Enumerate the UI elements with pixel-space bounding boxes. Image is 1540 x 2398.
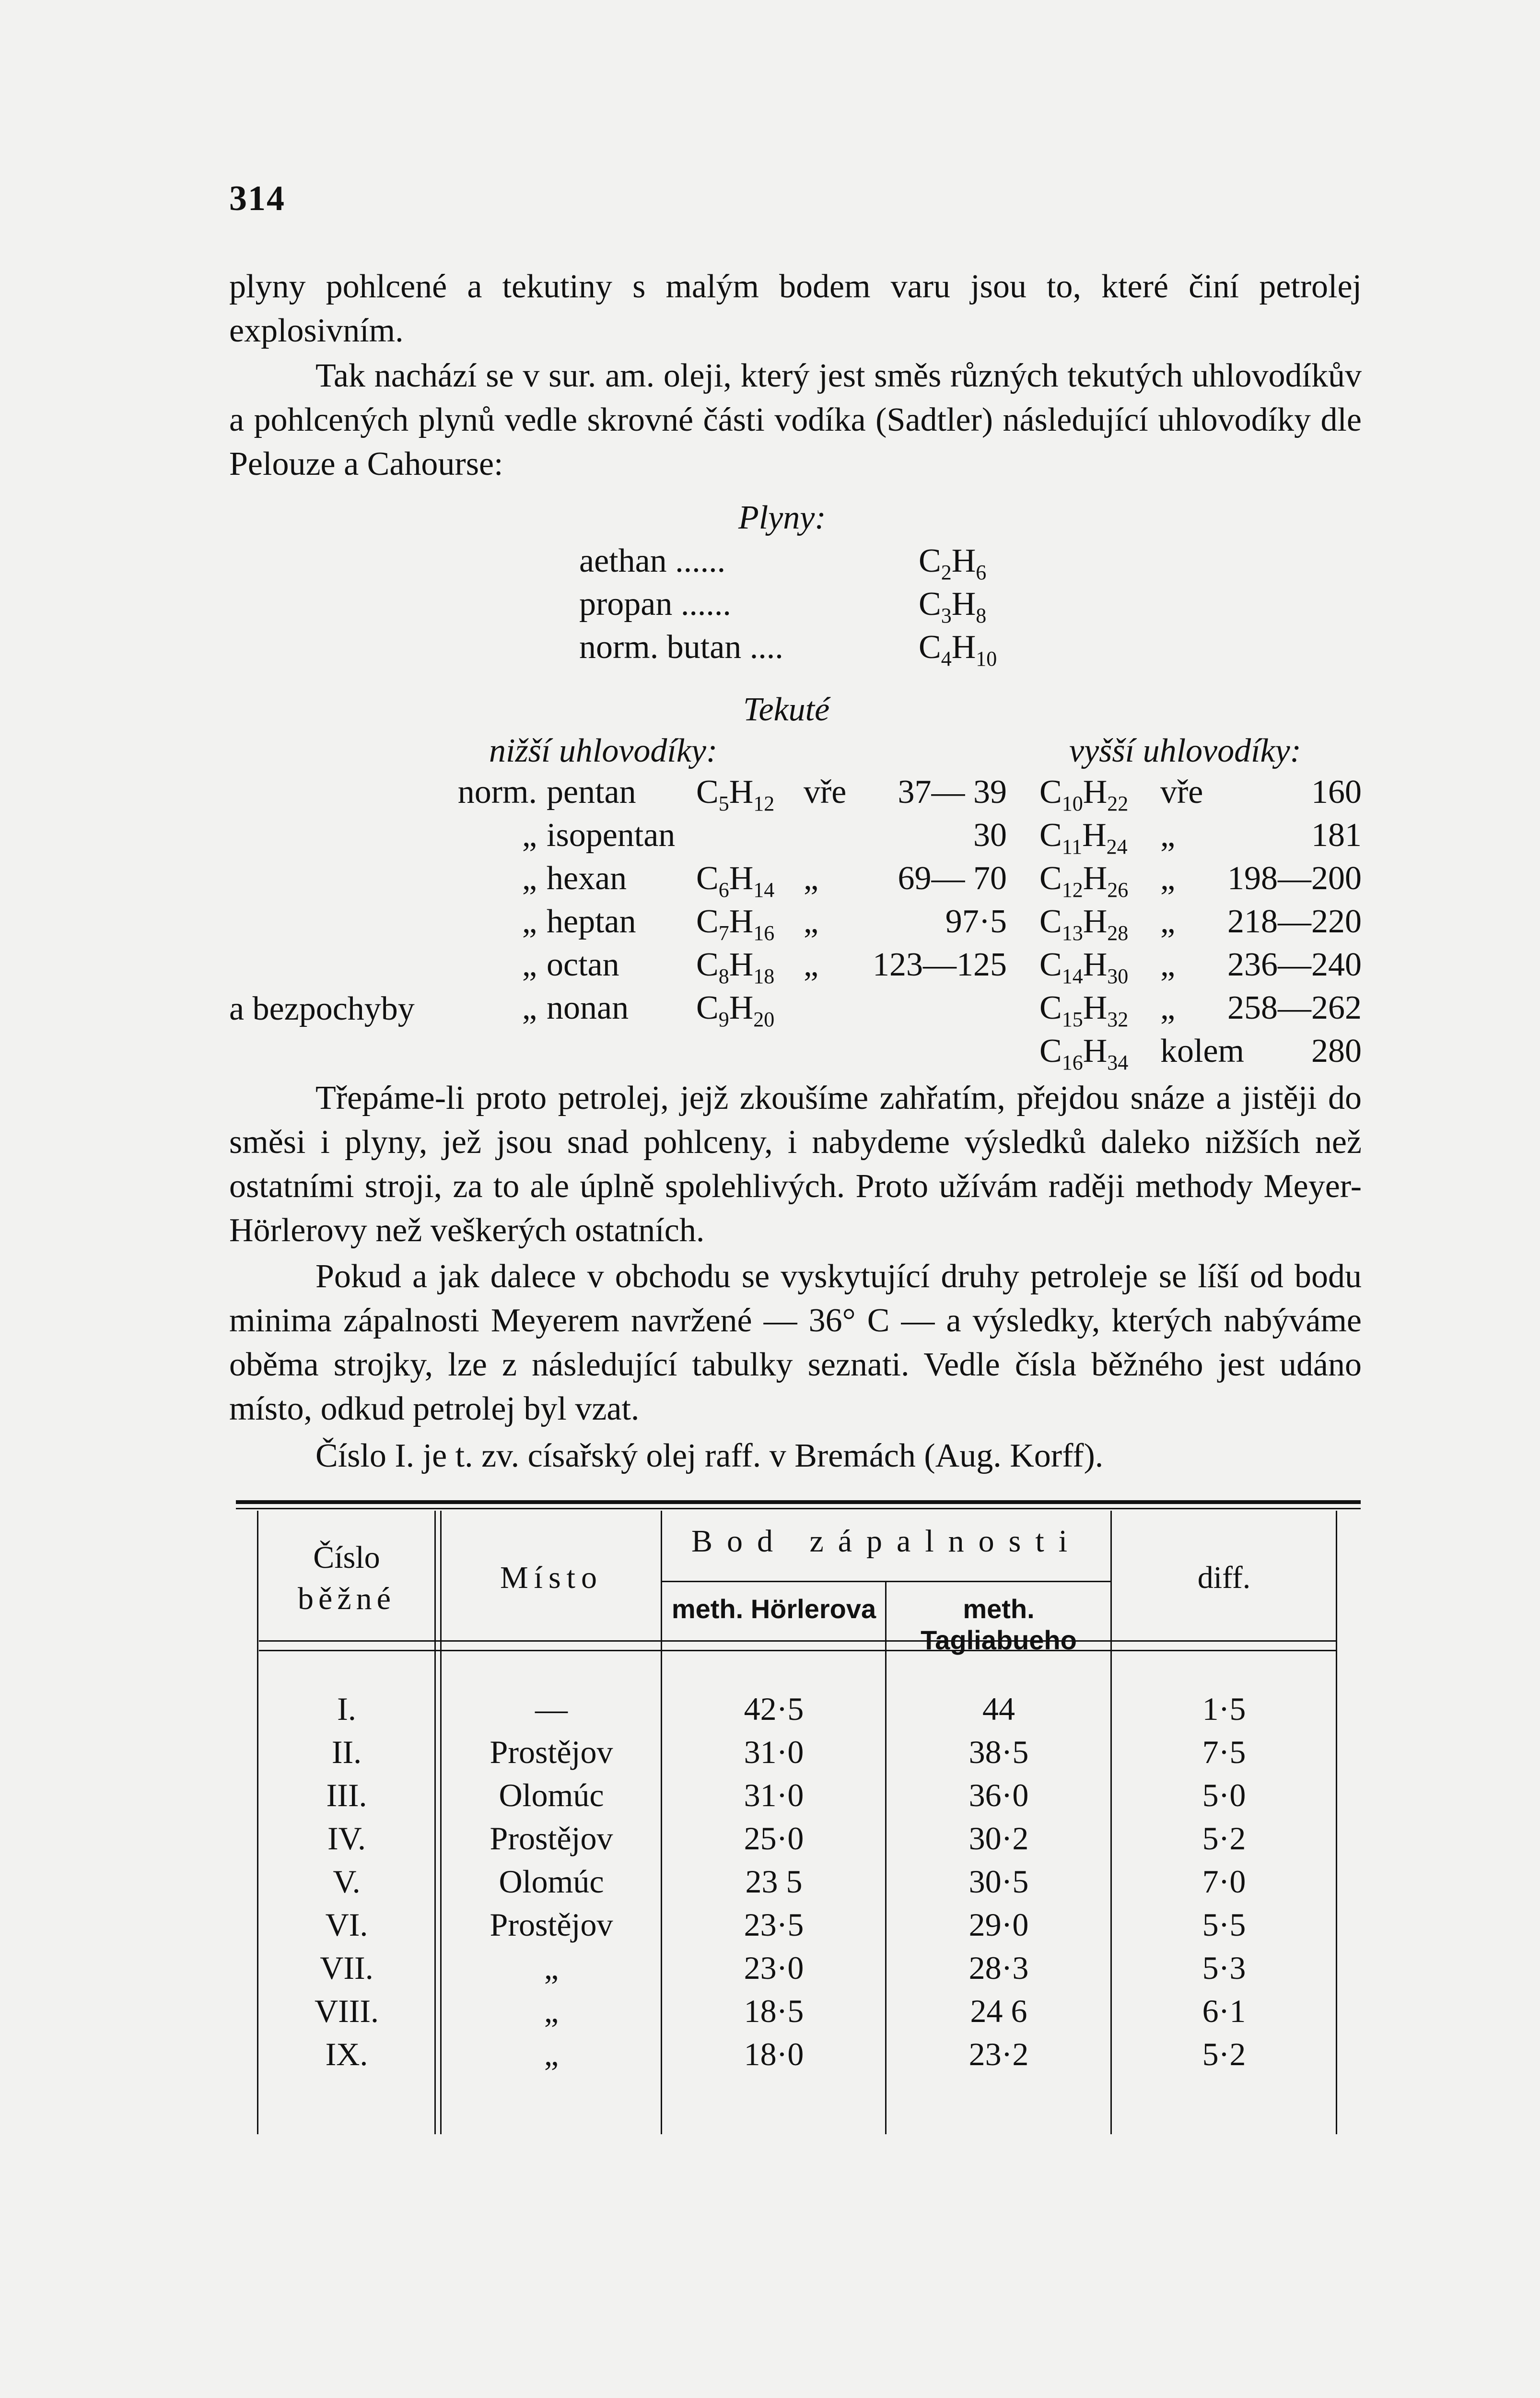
cell-diff: 7·5 bbox=[1202, 1734, 1246, 1770]
higher-bp: 181 bbox=[1311, 817, 1362, 854]
higher-hydrocarbons-heading: vyšší uhlovodíky: bbox=[1069, 732, 1301, 769]
cell-place: Prostějov bbox=[490, 1734, 613, 1770]
paragraph-note bbox=[229, 1434, 1362, 1478]
cell-hoerler: 31·0 bbox=[744, 1777, 804, 1813]
cell-number: I. bbox=[337, 1691, 356, 1727]
cell-number: VIII. bbox=[314, 1993, 379, 2029]
table-top-rule-thin bbox=[236, 1508, 1361, 1509]
higher-bp: 258—262 bbox=[1227, 989, 1362, 1026]
cell-diff: 5·5 bbox=[1202, 1906, 1246, 1943]
cell-tagliabue: 29·0 bbox=[968, 1906, 1029, 1943]
cell-diff: 1·5 bbox=[1202, 1691, 1246, 1727]
lower-hydrocarbons-heading: nižší uhlovodíky: bbox=[489, 732, 718, 769]
lower-prefix: „ bbox=[522, 817, 537, 854]
cell-hoerler: 23 5 bbox=[745, 1863, 803, 1900]
lower-bp-label: „ bbox=[804, 860, 819, 897]
lower-bp-label: vře bbox=[804, 774, 847, 811]
paragraph-text: Pokud a jak dalece v obchodu se vyskytující druhy petroleje se líší od bodu minima zápalnosti Meyerem navržené — 36° C — a výsledky, kterých nabýváme oběma strojky, lze z následující tabulky seznati. Vedle čísla běžného jest udáno místo, odkud petrolej byl vzat. bbox=[229, 1258, 1362, 1427]
lower-formula: $C_7H_{16}$ bbox=[696, 903, 775, 945]
lower-bp: 69— 70 bbox=[898, 860, 1007, 897]
cell-tagliabue: 38·5 bbox=[968, 1734, 1029, 1770]
header-cislo: Číslo bbox=[313, 1540, 380, 1575]
cell-number: VI. bbox=[325, 1906, 368, 1943]
paragraph-text: plyny pohlcené a tekutiny s malým bodem varu jsou to, které činí petrolej explosivním. bbox=[229, 268, 1362, 349]
lower-prefix: norm. bbox=[457, 774, 537, 811]
cell-hoerler: 18·5 bbox=[744, 1993, 804, 2029]
cell-hoerler: 23·0 bbox=[744, 1950, 804, 1986]
lower-bp-label: „ bbox=[804, 903, 819, 940]
lower-bp: 97·5 bbox=[945, 903, 1007, 940]
higher-bp-label: kolem bbox=[1160, 1033, 1244, 1070]
table-vline bbox=[440, 1511, 442, 2134]
cell-diff: 5·0 bbox=[1202, 1777, 1246, 1813]
higher-formula: $C_{13}H_{28}$ bbox=[1039, 903, 1129, 945]
cell-tagliabue: 23·2 bbox=[968, 2036, 1029, 2072]
page-number: 314 bbox=[229, 179, 285, 218]
table-vline bbox=[434, 1511, 436, 2134]
higher-formula: $C_{10}H_{22}$ bbox=[1039, 774, 1129, 815]
higher-formula: $C_{11}H_{24}$ bbox=[1039, 817, 1128, 858]
cell-tagliabue: 30·5 bbox=[968, 1863, 1029, 1900]
cell-number: V. bbox=[333, 1863, 361, 1900]
gas-name: aethan ...... bbox=[579, 542, 726, 579]
lower-formula: $C_6H_{14}$ bbox=[696, 860, 775, 902]
cell-tagliabue: 28·3 bbox=[968, 1950, 1029, 1986]
header-meth-tagliabue: meth. Tagliabueho bbox=[921, 1594, 1077, 1655]
higher-bp-label: „ bbox=[1160, 989, 1176, 1026]
header-bod-zapalnosti: Bod zápalnosti bbox=[691, 1524, 1082, 1559]
cell-place: Prostějov bbox=[490, 1820, 613, 1857]
paragraph-method bbox=[229, 1076, 1362, 1253]
higher-bp-label: „ bbox=[1160, 903, 1176, 940]
paragraph-text: Číslo I. je t. zv. císařský olej raff. v Bremách (Aug. Korff). bbox=[315, 1437, 1104, 1474]
paragraph-text: Třepáme-li proto petrolej, jejž zkoušíme zahřatím, přejdou snáze a jistěji do směsi i plyny, jež jsou snad pohlceny, i nabydeme výsledků daleko nižších než ostatními stroji, za to ale úplně spolehlivých. Proto užívám raději methody Meyer-Hörlerovy než veškerých ostatních. bbox=[229, 1080, 1362, 1249]
higher-bp-label: „ bbox=[1160, 817, 1176, 854]
cell-tagliabue: 44 bbox=[982, 1691, 1015, 1727]
cell-number: III. bbox=[326, 1777, 367, 1813]
header-diff: diff. bbox=[1197, 1560, 1251, 1595]
higher-bp: 218—220 bbox=[1227, 903, 1362, 940]
table-header-rule bbox=[259, 1640, 1336, 1642]
gas-formula: $C_2H_6$ bbox=[919, 542, 987, 584]
gas-formula: $C_4H_{10}$ bbox=[919, 629, 997, 670]
higher-bp: 236—240 bbox=[1227, 946, 1362, 983]
lower-bp: 37— 39 bbox=[898, 774, 1007, 811]
table-vline bbox=[885, 1581, 887, 2134]
header-bezne: běžné bbox=[298, 1581, 396, 1616]
lower-bp-label: „ bbox=[804, 946, 819, 983]
cell-place: „ bbox=[544, 2036, 559, 2072]
cell-diff: 6·1 bbox=[1202, 1993, 1246, 2029]
paragraph-intro bbox=[229, 265, 1362, 353]
table-vline bbox=[257, 1511, 258, 2134]
cell-diff: 5·2 bbox=[1202, 1820, 1246, 1857]
cell-diff: 7·0 bbox=[1202, 1863, 1246, 1900]
paragraph-comparison bbox=[229, 1255, 1362, 1431]
higher-formula: $C_{15}H_{32}$ bbox=[1039, 989, 1129, 1031]
lower-formula: $C_9H_{20}$ bbox=[696, 989, 775, 1031]
higher-bp-label: „ bbox=[1160, 946, 1176, 983]
table-vline bbox=[661, 1511, 662, 2134]
cell-hoerler: 23·5 bbox=[744, 1906, 804, 1943]
gases-heading: Plyny: bbox=[738, 499, 826, 536]
cell-tagliabue: 24 6 bbox=[970, 1993, 1027, 2029]
gas-name: norm. butan .... bbox=[579, 629, 783, 666]
lower-name: isopentan bbox=[547, 817, 676, 854]
bezpochyby-note: a bezpochyby bbox=[229, 990, 415, 1027]
lower-prefix: „ bbox=[522, 903, 537, 940]
header-meth-hoerler: meth. Hörlerova bbox=[671, 1594, 876, 1624]
header-misto: Místo bbox=[500, 1560, 603, 1595]
paragraph-text: Tak nachází se v sur. am. oleji, který jest směs různých tekutých uhlovodíkův a pohlcených plynů vedle skrovné části vodíka (Sadtler) následující uhlovodíky dle Pelouze a Cahourse: bbox=[229, 357, 1362, 482]
cell-hoerler: 18·0 bbox=[744, 2036, 804, 2072]
cell-place: Olomúc bbox=[499, 1863, 604, 1900]
higher-formula: $C_{12}H_{26}$ bbox=[1039, 860, 1129, 902]
higher-formula: $C_{16}H_{34}$ bbox=[1039, 1033, 1129, 1074]
cell-place: — bbox=[535, 1691, 568, 1727]
higher-bp: 280 bbox=[1311, 1033, 1362, 1070]
cell-number: IV. bbox=[327, 1820, 366, 1857]
cell-hoerler: 25·0 bbox=[744, 1820, 804, 1857]
cell-number: II. bbox=[331, 1734, 362, 1770]
lower-name: octan bbox=[547, 946, 619, 983]
cell-tagliabue: 36·0 bbox=[968, 1777, 1029, 1813]
lower-bp: 123—125 bbox=[873, 946, 1007, 983]
table-vline bbox=[1110, 1511, 1112, 2134]
liquids-heading: Tekuté bbox=[743, 691, 830, 728]
cell-place: Prostějov bbox=[490, 1906, 613, 1943]
gas-formula: $C_3H_8$ bbox=[919, 586, 987, 627]
lower-name: heptan bbox=[547, 903, 636, 940]
paragraph-hydrocarbons bbox=[229, 354, 1362, 486]
cell-place: „ bbox=[544, 1950, 559, 1986]
cell-place: Olomúc bbox=[499, 1777, 604, 1813]
higher-bp-label: „ bbox=[1160, 860, 1176, 897]
cell-place: „ bbox=[544, 1993, 559, 2029]
higher-bp: 198—200 bbox=[1227, 860, 1362, 897]
higher-bp: 160 bbox=[1311, 774, 1362, 811]
lower-formula: $C_5H_{12}$ bbox=[696, 774, 775, 815]
higher-bp-label: vře bbox=[1160, 774, 1203, 811]
cell-diff: 5·3 bbox=[1202, 1950, 1246, 1986]
lower-name: pentan bbox=[547, 774, 636, 811]
higher-formula: $C_{14}H_{30}$ bbox=[1039, 946, 1129, 988]
cell-number: IX. bbox=[325, 2036, 368, 2072]
cell-number: VII. bbox=[320, 1950, 373, 1986]
lower-formula: $C_8H_{18}$ bbox=[696, 946, 775, 988]
lower-prefix: „ bbox=[522, 860, 537, 897]
gas-name: propan ...... bbox=[579, 586, 731, 623]
table-header-rule-thin bbox=[259, 1650, 1336, 1651]
table-vline bbox=[1336, 1511, 1337, 2134]
cell-diff: 5·2 bbox=[1202, 2036, 1246, 2072]
cell-tagliabue: 30·2 bbox=[968, 1820, 1029, 1857]
lower-name: nonan bbox=[547, 989, 629, 1026]
lower-bp: 30 bbox=[973, 817, 1007, 854]
cell-hoerler: 31·0 bbox=[744, 1734, 804, 1770]
lower-name: hexan bbox=[547, 860, 627, 897]
table-top-rule bbox=[236, 1500, 1361, 1504]
lower-prefix: „ bbox=[522, 989, 537, 1026]
lower-prefix: „ bbox=[522, 946, 537, 983]
cell-hoerler: 42·5 bbox=[744, 1691, 804, 1727]
